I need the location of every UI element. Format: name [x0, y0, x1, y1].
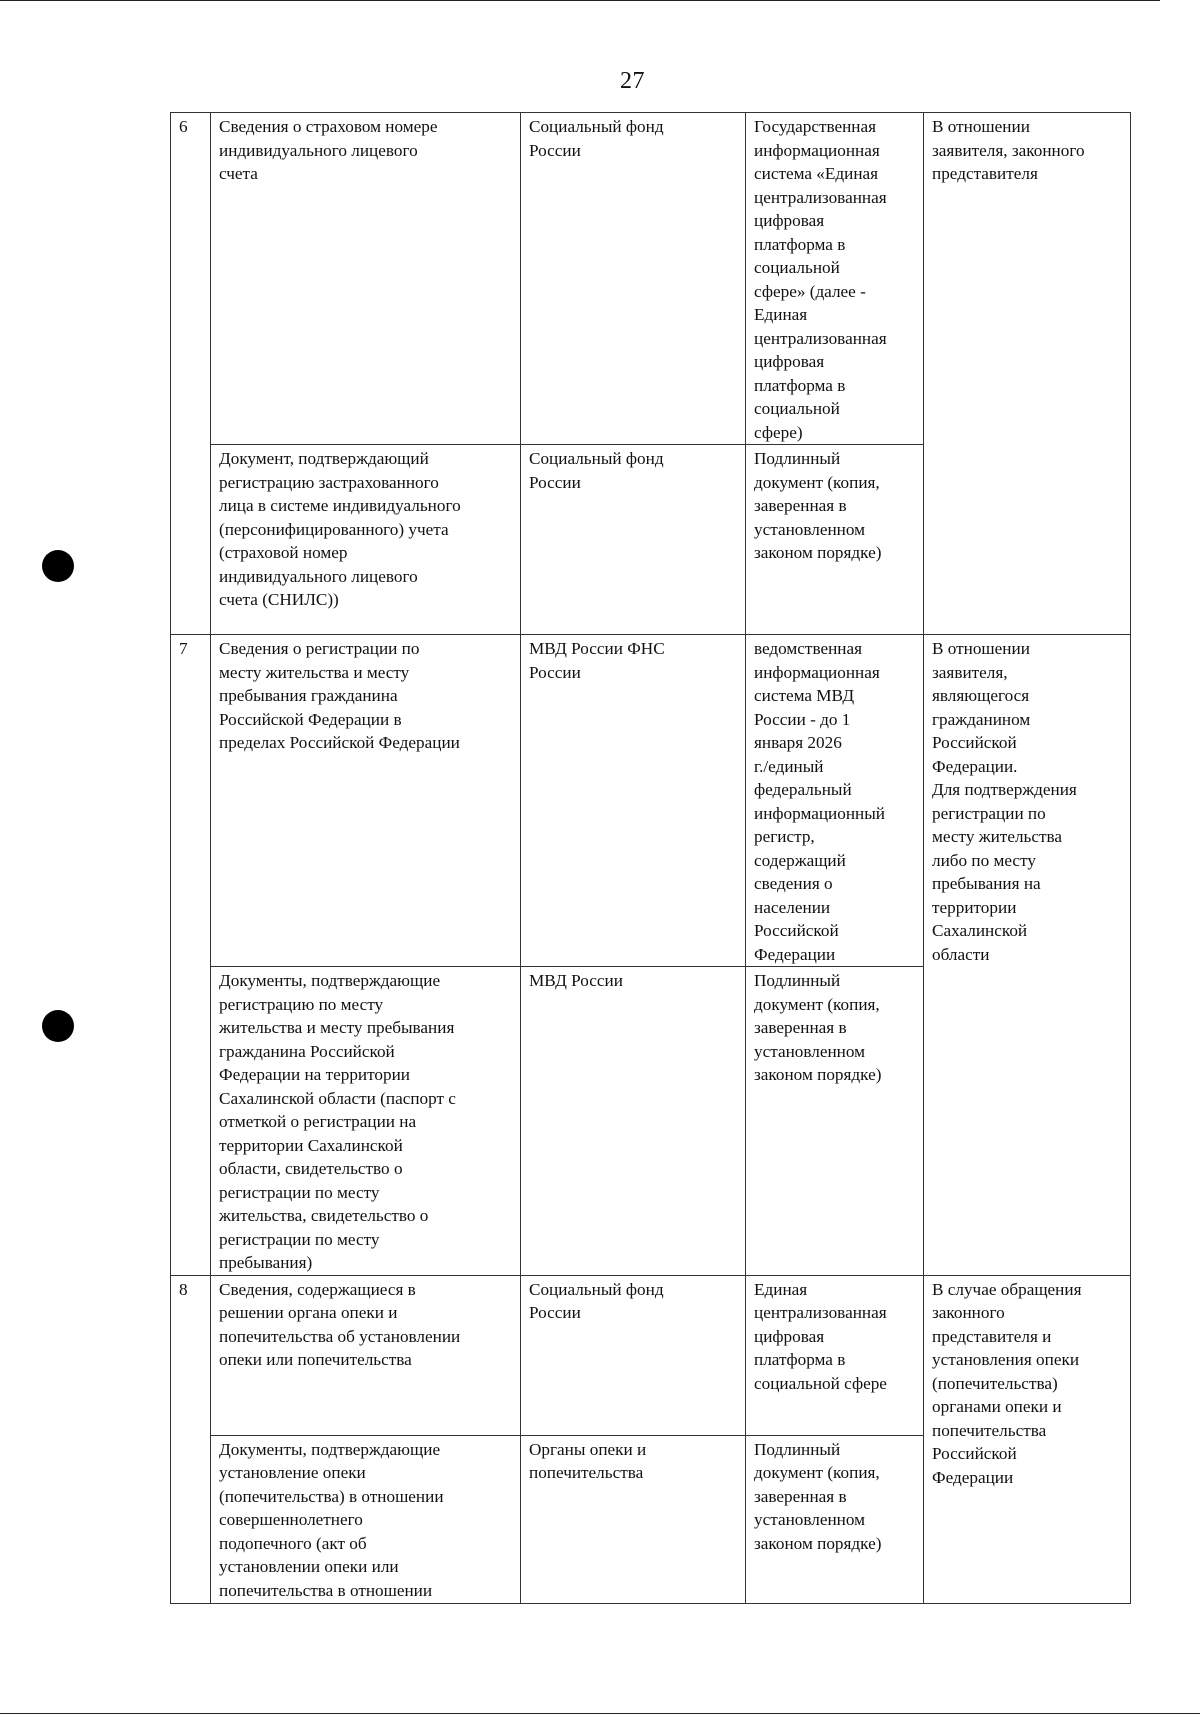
document-name: Документы, подтверждающие установление опеки (попечительства) в отношении совершеннолетнего подопечного (акт об установлении опеки или попечительства в отношении [219, 1439, 444, 1600]
note: В случае обращения законного представителя и установления опеки (попечительства) органами опеки и попечительства Российской Федерации [932, 1279, 1082, 1487]
note: В отношении заявителя, являющегося гражданином Российской Федерации. Для подтверждения регистрации по месту жительства либо по месту пребывания на территории Сахалинской области [932, 639, 1077, 964]
document-name-cell [211, 635, 521, 967]
row-number: 6 [171, 113, 211, 635]
source-cell [746, 1435, 924, 1603]
source: Подлинный документ (копия, заверенная в установленном законом порядке) [754, 449, 882, 562]
organization-cell [521, 113, 746, 445]
organization: Социальный фонд России [529, 1279, 664, 1322]
source: Подлинный документ (копия, заверенная в установленном законом порядке) [754, 1439, 882, 1553]
organization: Социальный фонд России [529, 449, 664, 492]
table-row [171, 1275, 1131, 1435]
punch-hole [42, 550, 74, 582]
organization: МВД России ФНС России [529, 639, 665, 682]
source: Единая централизованная цифровая платформа в социальной сфере [754, 1279, 887, 1393]
organization-cell [521, 1435, 746, 1603]
document-name-cell [211, 967, 521, 1276]
organization-cell [521, 1275, 746, 1435]
organization: Социальный фонд России [529, 117, 664, 160]
source: Государственная информационная система «Единая централизованная цифровая платформа в социальной сфере» (далее - Единая централизованная цифровая платформа в социальной сфере) [754, 117, 887, 442]
document-name: Сведения о регистрации по месту жительства и месту пребывания гражданина Российской Федерации в пределах Российской Федерации [219, 639, 460, 752]
source-cell [746, 635, 924, 967]
source-cell [746, 445, 924, 635]
document-name-cell [211, 1435, 521, 1603]
page-bottom-border [0, 1713, 1200, 1714]
organization-cell [521, 967, 746, 1276]
table-row [171, 113, 1131, 445]
organization-cell [521, 635, 746, 967]
document-name: Сведения о страховом номере индивидуального лицевого счета [219, 117, 438, 183]
document-name-cell [211, 1275, 521, 1435]
page-number: 27 [620, 68, 645, 94]
table-row [171, 635, 1131, 967]
punch-hole [42, 1010, 74, 1042]
source: Подлинный документ (копия, заверенная в установленном законом порядке) [754, 971, 882, 1084]
organization-cell [521, 445, 746, 635]
row-number: 8 [171, 1275, 211, 1603]
documents-table [170, 112, 1131, 1604]
note: В отношении заявителя, законного представителя [932, 117, 1085, 183]
note-cell [924, 1275, 1131, 1603]
note-cell [924, 113, 1131, 635]
document-name: Документы, подтверждающие регистрацию по месту жительства и месту пребывания гражданина Российской Федерации на территории Сахалинской области (паспорт с отметкой о регистрации на территории Сахалинской области, свидетельство о регистрации по месту жительства, свидетельство о регистрации по месту пребывания) [219, 971, 456, 1272]
source: ведомственная информационная система МВД России - до 1 января 2026 г./единый федеральный информационный регистр, содержащий сведения о населении Российской Федерации [754, 639, 885, 964]
source-cell [746, 113, 924, 445]
document-name: Сведения, содержащиеся в решении органа опеки и попечительства об установлении опеки или попечительства [219, 1279, 461, 1369]
row-number: 7 [171, 635, 211, 1276]
source-cell [746, 1275, 924, 1435]
organization: Органы опеки и попечительства [529, 1439, 647, 1482]
note-cell [924, 635, 1131, 1276]
source-cell [746, 967, 924, 1276]
document-name: Документ, подтверждающий регистрацию застрахованного лица в системе индивидуального (персонифицированного) учета (страховой номер индивидуального лицевого счета (СНИЛС)) [219, 449, 461, 609]
page-top-border [0, 0, 1160, 1]
document-name-cell [211, 113, 521, 445]
organization: МВД России [529, 971, 623, 990]
document-name-cell [211, 445, 521, 635]
